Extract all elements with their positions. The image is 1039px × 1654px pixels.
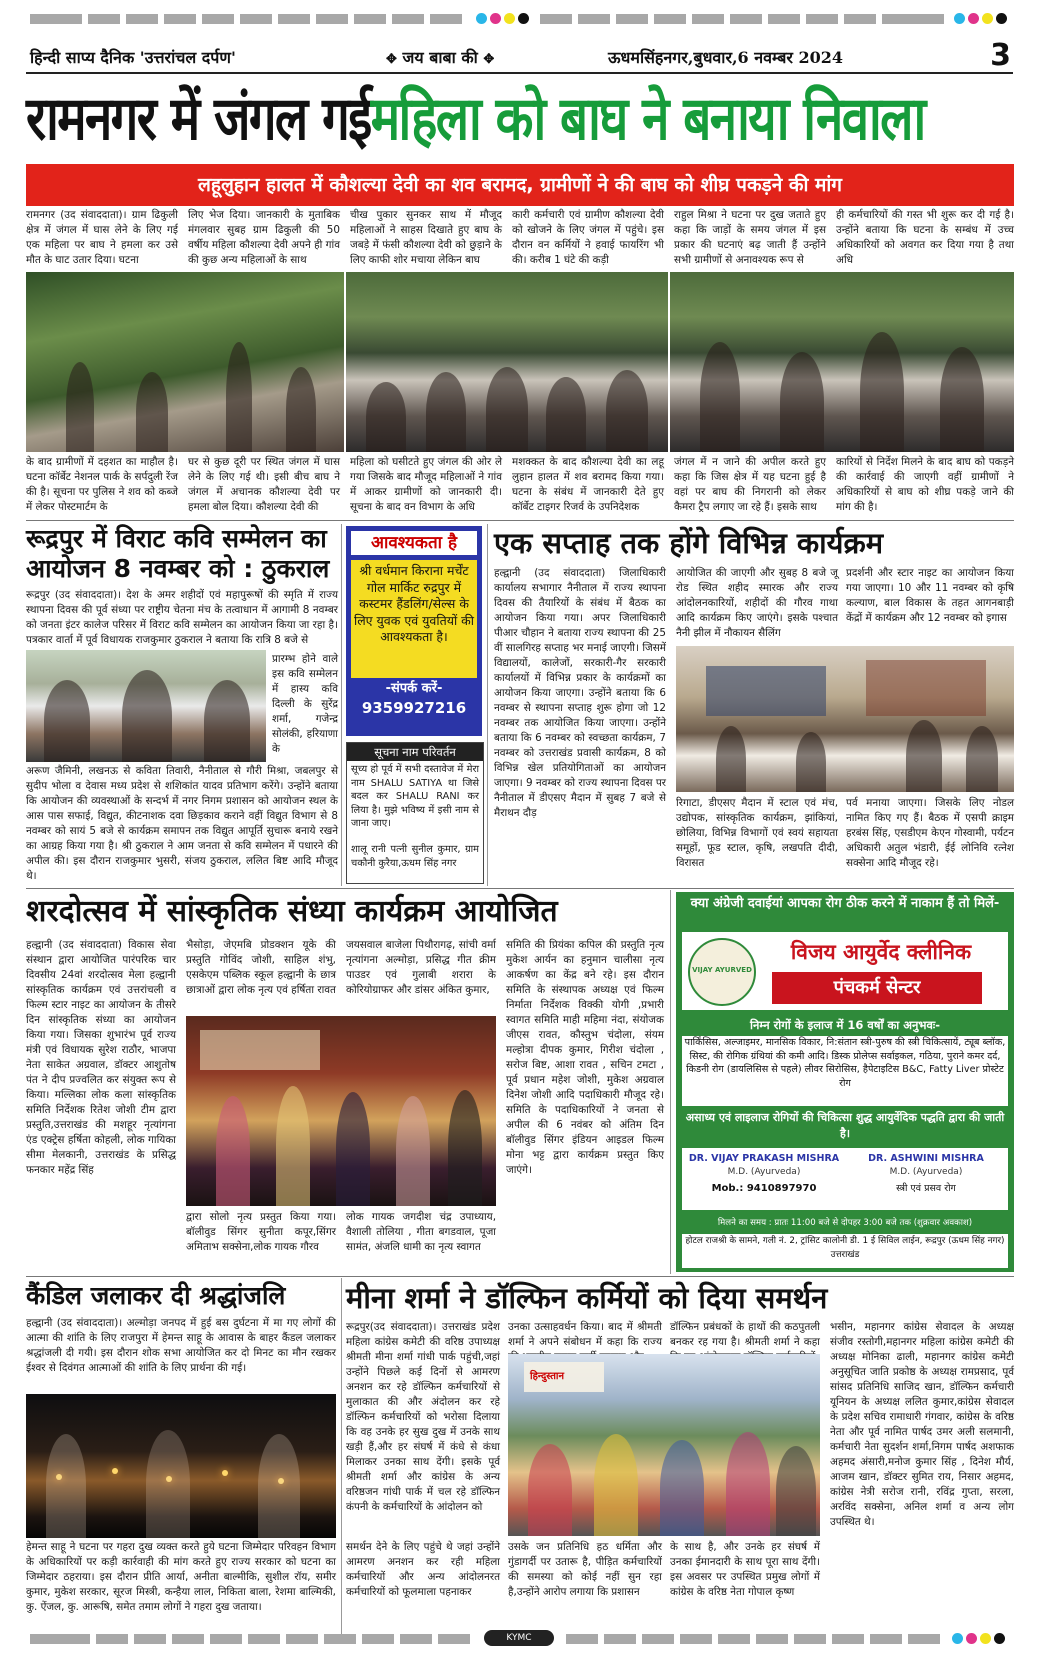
- bottom-bar-tile: [172, 1634, 204, 1644]
- lead-top-col-3: चीख पुकार सुनकर साथ में मौजूद महिलाओं ने साहस दिखाते हुए बाघ के जबड़े में फंसी कौशल्या देवी को छुड़ाने के लिए काफी शोर मचाया लेकिन बाघ: [350, 209, 502, 266]
- divider: [341, 1278, 342, 1634]
- dateline: ऊधमसिंहनगर,बुधवार,6 नवम्बर 2024: [608, 48, 844, 67]
- clinic-logo-icon: [688, 938, 756, 1006]
- bottom-bar-tile: [400, 1634, 432, 1644]
- top-bar-tile: [692, 14, 724, 24]
- footer-mark: KYMC: [484, 1630, 554, 1646]
- ad-vacancy-title: आवश्यकता है: [351, 531, 477, 555]
- doctor-1-mobile: Mob.: 9410897970: [711, 1183, 817, 1194]
- top-bar-tile: [240, 14, 272, 24]
- lead-bottom-col-4: मशक्कत के बाद कौशल्या देवी का लहू लुहान हालत में शव बरामद किया गया। घटना के संबंध में जानकारी देते हुए कॉर्बेट टाइगर रिजर्व के उपनिदेशक: [512, 456, 664, 513]
- top-bar-tile: [654, 14, 686, 24]
- meena-photo: [508, 1354, 820, 1536]
- name-change-body: सूच्य हो पूर्व में सभी दस्तावेज में मेरा नाम SHALU SATIYA था जिसे बदल कर SHALU RANI कर लिया है। मुझे भविष्य में इसी नाम से जाना जाए।: [351, 764, 479, 829]
- bottom-bar-tile: [566, 1634, 598, 1644]
- lead-top-col-2: लिए भेज दिया। जानकारी के मुताबिक मंगलवार सुबह ग्राम ढिकुली की 50 वर्षीय महिला कौशल्या देवी अपने ही गांव की कुछ अन्य महिलाओं के साथ: [188, 209, 340, 266]
- lead-headline-black: रामनगर में जंगल गई: [26, 84, 371, 154]
- bottom-bar-tile: [756, 1634, 788, 1644]
- divider: [26, 888, 1014, 889]
- candle-photo: [26, 1394, 336, 1538]
- lead-bottom-col-3: महिला को घसीटते हुए जंगल की ओर ले गया जिसके बाद मौजूद महिलाओं ने गांव में आकर ग्रामीणों को जानकारी दी। सूचना के बाद वन विभाग के अधि: [350, 456, 502, 513]
- ad-vacancy-contact-label: -संपर्क करें-: [385, 681, 443, 696]
- top-bar-tile: [88, 14, 120, 24]
- top-bar-tile: [540, 14, 572, 24]
- top-bar-tile: [316, 14, 348, 24]
- top-bar-tile: [164, 14, 196, 24]
- yellow-dot: [980, 1633, 991, 1644]
- bottom-bar-tile: [210, 1634, 242, 1644]
- lead-photo-officials: [670, 272, 1014, 452]
- top-bar-tile: [278, 14, 310, 24]
- clinic-tagline: असाध्य एवं लाइलाज रोगियों की चिकित्सा शुद्ध आयुर्वेदिक पद्धति द्वारा की जाती है।: [685, 1111, 1005, 1140]
- bottom-bar-tile: [134, 1634, 166, 1644]
- black-dot: [518, 13, 529, 24]
- saptah-headline: एक सप्ताह तक होंगे विभिन्न कार्यक्रम: [494, 526, 884, 560]
- motto: [386, 46, 494, 68]
- cyan-dot: [952, 1633, 963, 1644]
- divider: [341, 524, 342, 886]
- masthead: [26, 38, 1013, 74]
- meena-col-4: भसीन, महानगर कांग्रेस सेवादल के अध्यक्ष संजीव रस्तोगी,महानगर महिला कांग्रेस कमेटी की अध्यक्ष मोनिका ढाली, महानगर कांग्रेस कमेटी अनुसूचित जाति प्रकोष्ठ के अध्यक्ष रामप्रसाद, पूर्व सांसद प्रतिनिधि साजिद खान, डॉल्फिन कर्मचारी यूनियन के अध्यक्ष ललित कुमार,कांग्रेस सेवादल के प्रदेश सचिव रामाधारी गंगवार, कांग्रेस के वरिष्ठ नेता और पूर्व नामित पार्षद उमर अली सलमानी, कर्मचारी नेता सुदर्शन शर्मा,निगम पार्षद अशफाक अहमद अंसारी,मनोज कुमार सिंह , दिनेश मौर्य, आजम खान, डॉक्टर सुमित राय, निसार अहमद, कांग्रेस नेत्री सरोज रानी, रविंद्र गुप्ता, सरला, अरविंद सक्सेना, अनिल शर्मा व अन्य लोग उपस्थित थे।: [830, 1321, 1014, 1528]
- bottom-bar-tile: [870, 1634, 902, 1644]
- lead-top-col-5: राहुल मिश्रा ने घटना पर दुख जताते हुए कहा कि जाड़ों के समय जंगल में इस प्रकार की घटनाएं बढ़ जाती हैं उन्होंने सभी ग्रामीणों से अनावश्यक रूप से: [674, 209, 826, 266]
- kavi-photo: [26, 650, 266, 762]
- top-bar-tile: [578, 14, 610, 24]
- bottom-bar-tile: [604, 1634, 636, 1644]
- lead-headline-green: महिला को बाघ ने बनाया निवाला: [370, 84, 925, 154]
- motto-text: जय बाबा की: [402, 48, 478, 67]
- top-bar-tile: [616, 14, 648, 24]
- bottom-bar-tile: [362, 1634, 394, 1644]
- kavi-headline-1: रूद्रपुर में विराट कवि सम्मेलन का: [26, 524, 327, 553]
- top-bar-tile: [806, 14, 838, 24]
- bottom-bar-tile: [248, 1634, 280, 1644]
- cyan-dot: [476, 13, 487, 24]
- top-bar-tile: [768, 14, 800, 24]
- meena-headline: मीना शर्मा ने डॉल्फिन कर्मियों को दिया समर्थन: [346, 1281, 828, 1315]
- meena-col-2-top: उनका उत्साहवर्धन किया। बाद में श्रीमती शर्मा ने अपने संबोधन में कहा कि राज्य: [508, 1321, 662, 1348]
- sharad-col-2-bottom: द्वारा सोलो नृत्य प्रस्तुत किया गया।बॉलीवुड सिंगर सुनीता कपूर,सिंगर अमिताभ सक्सेना,लोक गायक गौरव: [186, 1211, 336, 1253]
- doctor-2-name: DR. ASHWINI MISHRA: [868, 1153, 984, 1164]
- yellow-dot: [982, 13, 993, 24]
- meena-col-1-bottom: समर्थन देने के लिए पहुंचे थे जहां उन्होंने आमरण अनशन कर रही महिला कर्मचारियों और अन्य आंदोलनरत कर्मचारियों को फूलमाला पहनाकर: [346, 1541, 500, 1598]
- bottom-bar-tile: [718, 1634, 750, 1644]
- saptah-col-2-top: आयोजित की जाएगी और सुबह 8 बजे जू रोड स्थित शहीद स्मारक और राज्य आंदोलनकारियों, शहीदों की गौरव गाथा आदि कार्यक्रम किए जाएंगे। इसके पश्चात नैनी झील में नौकायन सैलिंग: [676, 567, 838, 639]
- lead-subhead-bar: [26, 164, 1014, 206]
- doctor-2-note: स्त्री एवं प्रसव रोग: [896, 1183, 956, 1194]
- lead-top-col-4: कारी कर्मचारी एवं ग्रामीण कौशल्या देवी को खोजने के लिए जंगल में पहुंचे। इस दौरान वन कर्मियों ने हवाई फायरिंग भी की। करीब 1 घंटे की कड़ी: [512, 209, 664, 266]
- bottom-bar-tile: [794, 1634, 826, 1644]
- magenta-dot: [490, 13, 501, 24]
- clinic-doctors: [682, 1148, 1008, 1210]
- candle-intro: हल्द्वानी (उद संवाददाता)। अल्मोड़ा जनपद में हुई बस दुर्घटना में मा गए लोगों की आत्मा की शांति के लिए राजपुरा में हेमन्त साहू के आवास के बाहर कैंडल जलाकर श्रद्धांजली दी गयी। इस दौरान शोक सभा आयोजित कर दो मिनट का मौन रखकर ईश्वर से दिवंगत आत्माओं की शांति के लिए प्रार्थना की गई।: [26, 1317, 336, 1374]
- divider: [26, 1276, 1014, 1277]
- clinic-name-1: विजय आयुर्वेद क्लीनिक: [790, 940, 972, 964]
- clinic-name-2: पंचकर्म सेन्टर: [772, 972, 982, 1004]
- sharad-col-3-bottom: लोक गायक जगदीश चंद्र उपाध्याय, वैशाली तोलिया , गीता बगडवाल, पूजा सामंत, अंजलि धामी का नृत्य स्वागत: [346, 1211, 496, 1253]
- top-bar-tile: [430, 14, 462, 24]
- saptah-photo: [676, 646, 1014, 792]
- candle-headline: कैंडिल जलाकर दी श्रद्धांजलि: [26, 1281, 286, 1310]
- lead-bottom-col-2: घर से कुछ दूरी पर स्थित जंगल में घास लेने के लिए गई थी। इसी बीच बाघ ने जंगल में अचानक कौशल्या देवी पर हमला बोल दिया। कौशल्या देवी की: [188, 456, 340, 513]
- sharad-photo: [186, 1016, 496, 1206]
- ad-clinic-banner: क्या अंग्रेजी दवाईयां आपका रोग ठीक करने में नाकाम हैं तो मिलें-: [690, 896, 1000, 911]
- sharad-col-3-top: जयसवाल बाजेला पिथौरागढ़, सांची वर्मा नृत्यांगना अल्मोड़ा, प्रसिद्ध गीत क्रीम पाउडर एवं गुलाबी शरारा के कोरियोग्राफर और डांसर अंकित कुमार,: [346, 939, 496, 996]
- top-bar-tile: [202, 14, 234, 24]
- meena-col-1: रूद्रपुर(उद संवाददाता)। उत्तराखंड प्रदेश महिला कांग्रेस कमेटी की वरिष्ठ उपाध्यक्ष श्रीमती मीना शर्मा गांधी पार्क पहुंची,जहां उन्होंने पिछले कई दिनों से आमरण अनशन कर रहे डॉल्फिन कर्मचारियों से मुलाकात की और अंदोलन कर रहे डॉल्फिन कर्मचारियों को भरोसा दिलाया कि वह उनके हर सुख दुख में उनके साथ खड़ी हैं,और हर संघर्ष में कंधे से कंधा मिलाकर उनका साथ देंगी। इसके पूर्व श्रीमती शर्मा और कांग्रेस के अन्य वरिष्ठजन गांधी पार्क में चल रहे डॉल्फिन कंपनी के कर्मचारियों के आंदोलन को: [346, 1321, 500, 1513]
- black-dot: [994, 1633, 1005, 1644]
- bottom-bar-tile: [642, 1634, 674, 1644]
- doctor-2-degree: M.D. (Ayurveda): [889, 1167, 963, 1177]
- kavi-body: अरूण जैमिनी, लखनऊ से कविता तिवारी, नैनीताल से गौरी मिश्रा, जबलपुर से सुदीप भोला व देवास मध्य प्रदेश से शशिकांत यादव प्रतिभाग करेंगे। उन्होंने बताया कि आयोजन की व्यवस्थाओं के सन्दर्भ में नगर निगम प्रशासन को आयोजन स्थल के आस पास सफाई, विद्युत, कीटनाशक दवा छिड़काव कराने वहीं विद्युत विभाग से 8 नवम्बर को सायं 5 बजे से कार्यक्रम समापन तक विद्युत आपूर्ति सुचारू बनाये रखने का आग्रह किया गया है। श्री ठुकराल ने आम जनता से कवि सम्मेलन में पधारने की अपील की। इस दौरान राजकुमार भुसरी, संजय ठुकराल, ललित बिष्ट आदि मौजूद थे।: [26, 765, 338, 882]
- doctor-1-degree: M.D. (Ayurveda): [727, 1167, 801, 1177]
- saptah-col-1: हल्द्वानी (उद संवाददाता) जिलाधिकारी कार्यालय सभागार नैनीताल में राज्य स्थापना दिवस की तैयारियों के संबंध में बैठक का आयोजन किया गया। अपर जिलाधिकारी पीआर चौहान ने बताया राज्य स्थापना की 25 वीं सालगिरह सप्ताह भर मनाई जाएगी। जिसमें विद्यालयों, कालेजों, सरकारी-गैर सरकारी कार्यालयों में विभिन्न प्रकार के कार्यक्रमों का आयोजन किया जाएगा। उन्होंने बताया कि 6 नवम्बर से स्थापना सप्ताह शुरू होगा जो 12 नवम्बर तक आयोजित किया जाएगा। उन्होंने बताया कि 6 नवम्बर को स्वच्छता कार्यक्रम, 7 नवम्बर को उत्तराखंड प्रवासी कार्यक्रम, 8 को विभिन्न खेल प्रतियोगिताओं का आयोजन जाएगा। 9 नवम्बर को राज्य स्थापना दिवस पर नैनीताल में डीएसए मैदान में सुबह 7 बजे से मैराथन दौड़: [494, 567, 666, 819]
- meena-col-2-bottom: उसके जन प्रतिनिधि हठ धर्मिता और गुंडागर्दी पर उतारू है, पीड़ित कर्मचारियों की समस्या को कोई नहीं सुन रहा है,उन्होंने आरोप लगाया कि प्रशासन: [508, 1541, 662, 1598]
- kavi-headline-2: आयोजन 8 नवम्बर को : ठुकराल: [26, 554, 330, 583]
- lead-bottom-col-5: जंगल में न जाने की अपील करते हुए कहा कि जिस क्षेत्र में यह घटना हुई है वहां पर बाघ की निगरानी को लेकर कैमरा ट्रैप लगाए जा रहे हैं। इसके साथ: [674, 456, 826, 513]
- ad-vacancy: [346, 526, 482, 736]
- ad-clinic: [676, 892, 1014, 1272]
- bottom-bar-tile: [908, 1634, 940, 1644]
- bottom-bar-tile: [680, 1634, 712, 1644]
- magenta-dot: [966, 1633, 977, 1644]
- sharad-col-4: समिति की प्रियंका कपिल की प्रस्तुति नृत्य मुकेश आर्यन का हनुमान चालीसा नृत्य आकर्षण का केंद्र बने रहे। इस दौरान समिति के संस्थापक अध्यक्ष एवं फिल्म निर्माता निर्देशक विक्की योगी ,प्रभारी स्वागत समिति माही महिमा नंदा, संयोजक जीएस रावत, कौस्तुभ चंदोला, संयम मल्होत्रा दीपक कुमार, गिरीश चंदोला , सरोज बिष्ट, आशा रावत , सचिन टमटा , पूर्व प्रधान महेश जोशी, मुकेश अग्रवाल दिनेश जोशी आदि पदाधिकारी मौजूद रहे।समिति के पदाधिकारियों ने जनता से अपील की 6 नवंबर को अंतिम दिन बॉलीवुड सिंगर इंडियन आइडल फिल्म मोना भट्ट द्वारा कार्यक्रम प्रस्तुत किए जाएंगे।: [506, 939, 664, 1176]
- lead-top-col-6: ही कर्मचारियों की गस्त भी शुरू कर दी गई है। उन्होंने बताया कि घटना के सम्बंध में उच्च अधिकारियों को अवगत कर दिया गया है तथा अधि: [836, 209, 1014, 266]
- sharad-col-1: हल्द्वानी (उद संवाददाता) विकास सेवा संस्थान द्वारा आयोजित पारंपरिक चार दिवसीय 24वां शरदोत्सव मेला हल्द्वानी सांस्कृतिक कार्यक्रम एवं उत्तरांचली व फिल्म स्टार नाइट का आयोजन के तीसरे दिन सांस्कृतिक संध्या का आयोजन किया गया। जिसका शुभारंभ पूर्व राज्य मंत्री एवं विधायक सुरेश राठौर, भाजपा नेता साकेत अग्रवाल, डॉक्टर आशुतोष पंत ने दीप प्रज्वलित कर संयुक्त रूप से किया। मल्लिका लोक कला सांस्कृतिक समिति निर्देशक रितेश जोशी टीम द्वारा प्रस्तुति,उत्तराखंड की मशहूर नृत्यांगना एंड एक्ट्रेस हर्षिता कोहली, लोक गायिका सीमा मेलकानी, उत्तराखंड के प्रसिद्ध फनकार महेंद्र सिंह: [26, 939, 176, 1176]
- bottom-bar-tile: [30, 1634, 90, 1644]
- top-bar-tile: [392, 14, 424, 24]
- bottom-bar-tile: [832, 1634, 864, 1644]
- yellow-dot: [504, 13, 515, 24]
- top-bar-tile: [730, 14, 762, 24]
- doctor-1-name: DR. VIJAY PRAKASH MISHRA: [688, 1153, 840, 1164]
- bottom-bar-tile: [286, 1634, 318, 1644]
- sharad-col-2-top: भैसोड़ा, जेएमबि प्रोडक्शन यूके की प्रस्तुति गोविंद जोशी, साहिल शंभु, एसकेएम पब्लिक स्कूल हल्द्वानी के छात्र छात्राओं द्वारा लोक नृत्य एवं हर्षिता रावत: [186, 939, 336, 996]
- top-bar-tile: [126, 14, 158, 24]
- bottom-bar-tile: [438, 1634, 470, 1644]
- meena-col-3-top: डॉल्फिन प्रबंधकों के हाथों की कठपुतली बनकर रह गया है। श्रीमती शर्मा ने कहा: [670, 1321, 820, 1348]
- saptah-col-2-bottom: रिगाटा, डीएसए मैदान में स्टाल एवं मंच, उद्योपक, सांस्कृतिक कार्यक्रम, झांकियां, छोलिया, विभिन्न विभागों एवं स्वयं सहायता समूहों, फूड स्टाल, कृषि, लखपति दीदी, विरासत: [676, 797, 838, 869]
- paper-name: हिन्दी साप्य दैनिक 'उत्तरांचल दर्पण': [30, 48, 236, 67]
- top-bar-tile: [844, 14, 876, 24]
- ad-clinic-namebox: [682, 932, 1008, 1010]
- lead-photo-crowd: [346, 272, 668, 452]
- sharad-headline: शरदोत्सव में सांस्कृतिक संध्या कार्यक्रम आयोजित: [26, 894, 558, 929]
- magenta-dot: [968, 13, 979, 24]
- lead-top-col-1: रामनगर (उद संवाददाता)। ग्राम ढिकुली क्षेत्र में जंगल में घास लेने के लिए गई एक महिला पर बाघ ने हमला कर उसे मौत के घाट उतार दिया। घटना: [26, 209, 178, 266]
- page-number: 3: [990, 38, 1011, 73]
- lead-subhead: लहूलुहान हालत में कौशल्या देवी का शव बरामद, ग्रामीणों ने की बाघ को शीघ्र पकड़ने की मांग: [198, 174, 842, 196]
- bottom-bar-tile: [96, 1634, 128, 1644]
- top-bar-tile: [882, 14, 944, 24]
- kavi-side: प्रारम्भ होने वाले इस कवि सम्मेलन में हास्य कवि दिल्ली के सुरेंद्र शर्मा, गजेन्द्र सोलंकी, हरियाणा के: [272, 653, 338, 755]
- name-change-title: सूचना नाम परिवर्तन: [347, 743, 483, 761]
- clinic-logo-text: VIJAY AYURVED: [692, 966, 752, 974]
- clinic-subhead: निम्न रोगों के इलाज में 16 वर्षों का अनुभवः-: [749, 1018, 941, 1032]
- saptah-col-3-top: प्रदर्शनी और स्टार नाइट का आयोजन किया गया जाएगा। 10 और 11 नवम्बर को कृषि कल्याण, बाल विकास के तहत आगनबाड़ी केंद्रों में कार्यक्रम और 12 नवम्बर को इगास: [846, 567, 1014, 624]
- divider: [487, 524, 488, 886]
- ad-vacancy-phone: 9359927216: [361, 699, 467, 717]
- meena-col-3-bottom: के साथ है, और उनके हर संघर्ष में उनका ईमानदारी के साथ पूरा साथ देंगी। इस अवसर पर उपस्थित प्रमुख लोगों में कांग्रेस के वरिष्ठ नेता गोपाल कृष्ण: [670, 1541, 820, 1598]
- top-bar-tile: [354, 14, 386, 24]
- lead-bottom-col-1: के बाद ग्रामीणों में दहशत का माहौल है। घटना कॉर्बेट नेशनल पार्क के सर्पदुली रेंज की है। सूचना पर पुलिस ने शव को कब्जे में लेकर पोस्टमार्टम के: [26, 456, 178, 513]
- clinic-timing: मिलने का समय : प्रातः 11:00 बजे से दोपहर 3:00 बजे तक (शुक्रवार अवकाश): [717, 1218, 973, 1228]
- top-bar-tile: [30, 14, 82, 24]
- divider: [670, 890, 671, 1274]
- ad-vacancy-body: श्री वर्धमान किराना मर्चेंट गोल मार्किट रुद्रपुर में कस्टमर हैंडलिंग/सेल्स के लिए युवक एवं युवतियों की आवश्यकता है।: [351, 560, 477, 678]
- photo-sign-text: हिन्दुस्तान: [530, 1371, 565, 1382]
- kavi-intro: रूद्रपुर (उद संवाददाता)। देश के अमर शहीदों एवं महापुरूषों की स्मृति में राज्य स्थापना दिवस की पूर्व संध्या पर राष्ट्रीय चेतना मंच के तत्वाधान में आगामी 8 नवम्बर को जनता इंटर कालेज परिसर में विराट कवि सम्मेलन का आयोजन किया जा रहा है। पत्रकार वार्ता में पूर्व विधायक राजकुमार ठुकराल ने बताया कि रात्रि 8 बजे से: [26, 589, 338, 646]
- ornament-icon: ✥: [386, 52, 397, 67]
- divider: [26, 520, 1014, 521]
- clinic-address: होटल राजश्री के सामने, गली नं. 2, ट्रांसिट कालोनी डी. 1 ई सिविल लाईन, रूद्रपुर (ऊधम सिंह नगर) उत्तराखंड: [682, 1234, 1008, 1268]
- saptah-col-3-bottom: पर्व मनाया जाएगा। जिसके लिए नोडल नामित किए गए हैं। बैठक में एसपी क्राइम हरबंस सिंह, एसडीएम केएन गोस्वामी, पर्यटन अधिकारी अतुल भंडारी, ईई लोनिवि रत्नेश सक्सेना आदि मौजूद रहे।: [846, 797, 1014, 869]
- candle-body: हेमन्त साहू ने घटना पर गहरा दुख व्यक्त करते हुये घटना जिम्मेदार परिवहन विभाग के अधिकारियों पर कड़ी कार्रवाही की मांग करते हुए राज्य सरकार को घटना का जिम्मेदार ठहराया। इस दौरान प्रीति आर्या, अनीता बाल्मीकि, सुशील रॉय, समीर कुमार, मुकेश सरकार, सूरज मिस्त्री, कन्हैया लाल, निकिता बाला, रेशमा बाल्मिकी, कु. ऐंजल, कु. आरूषि, समेत तमाम लोगों ने गहरा दुख जताया।: [26, 1541, 336, 1613]
- name-change-signature: शालू रानी पत्नी सुनील कुमार, ग्राम चकौनी कुरैया,ऊधम सिंह नगर: [351, 844, 479, 869]
- black-dot: [996, 13, 1007, 24]
- lead-bottom-col-6: कारियों से निर्देश मिलने के बाद बाघ को पकड़ने की कार्रवाई की जाएगी वहीं ग्रामीणों ने अधिकारियों से बाघ को शीघ्र पकड़े जाने की मांग की है।: [836, 456, 1014, 513]
- ornament-icon: ✥: [483, 52, 495, 67]
- cyan-dot: [954, 13, 965, 24]
- clinic-diseases: पार्किंसिस, अल्जाइमर, मानसिक विकार, नि:संतान स्त्री-पुरुष की स्त्री चिकित्सायें, ट्यूब ब्लॉक, सिस्ट, की रोगिक ग्रंथियां की कमी आदि। डिस्क प्रोलेप्स सर्वाइकल, गठिया, पुराने कमर दर्द, किडनी रोग (डायलिसिस से पहले) लीवर सिरोसिस, हैपेटाइटिस B&C, Fatty Liver प्रोस्टेट रोग: [682, 1036, 1008, 1106]
- lead-photo-forest: [26, 272, 344, 452]
- name-change-notice: [346, 742, 484, 884]
- bottom-bar-tile: [324, 1634, 356, 1644]
- lead-headline: [26, 80, 925, 158]
